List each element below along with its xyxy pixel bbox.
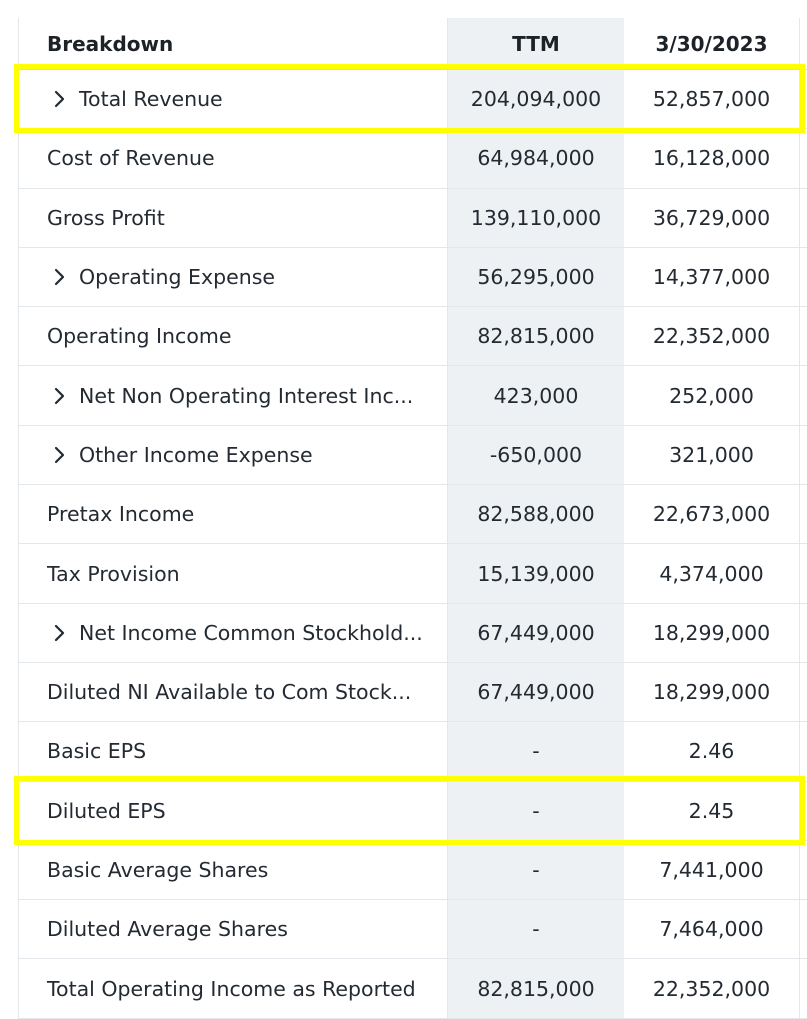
row-label-text: Diluted EPS	[47, 798, 166, 823]
row-ttm-value: 82,588,000	[448, 485, 624, 543]
row-date-value: 7,464,000	[624, 900, 800, 958]
header-ttm: TTM	[448, 18, 624, 69]
row-date-value: 14,377,000	[624, 248, 800, 306]
table-row[interactable]	[19, 604, 807, 663]
row-ttm-value: -	[448, 900, 624, 958]
row-label	[19, 663, 448, 721]
table-row	[19, 485, 807, 544]
row-label	[19, 544, 448, 602]
row-ttm-value: -	[448, 722, 624, 780]
row-label	[19, 841, 448, 899]
row-label-text: Diluted NI Available to Com Stock...	[47, 680, 412, 705]
row-label-text: Operating Expense	[79, 265, 276, 290]
row-label[interactable]	[19, 366, 448, 424]
row-ttm-value: -	[448, 782, 624, 840]
row-label	[19, 722, 448, 780]
chevron-right-icon[interactable]	[53, 446, 69, 464]
row-date-value: 52,857,000	[624, 70, 800, 128]
row-date-value: 2.45	[624, 782, 800, 840]
table-row	[19, 959, 807, 1018]
row-label[interactable]	[19, 70, 448, 128]
row-ttm-value: -650,000	[448, 426, 624, 484]
row-ttm-value: 139,110,000	[448, 189, 624, 247]
header-date: 3/30/2023	[624, 18, 800, 69]
row-date-value: 252,000	[624, 366, 800, 424]
row-label-text: Operating Income	[47, 324, 232, 349]
table-row	[19, 782, 807, 841]
row-label[interactable]	[19, 248, 448, 306]
row-label-text: Basic EPS	[47, 739, 147, 764]
row-label-text: Net Income Common Stockhold...	[79, 620, 423, 645]
header-breakdown: Breakdown	[19, 18, 448, 69]
row-label-text: Diluted Average Shares	[47, 917, 288, 942]
row-date-value: 7,441,000	[624, 841, 800, 899]
row-ttm-value: 82,815,000	[448, 307, 624, 365]
row-date-value: 22,673,000	[624, 485, 800, 543]
row-label	[19, 782, 448, 840]
row-date-value: 36,729,000	[624, 189, 800, 247]
row-date-value: 22,352,000	[624, 307, 800, 365]
table-row	[19, 663, 807, 722]
row-date-value: 16,128,000	[624, 129, 800, 187]
chevron-right-icon[interactable]	[53, 387, 69, 405]
row-date-value: 321,000	[624, 426, 800, 484]
row-date-value: 2.46	[624, 722, 800, 780]
row-ttm-value: 82,815,000	[448, 959, 624, 1017]
table-row	[19, 722, 807, 781]
row-ttm-value: 67,449,000	[448, 663, 624, 721]
row-ttm-value: -	[448, 841, 624, 899]
table-row[interactable]	[19, 366, 807, 425]
row-ttm-value: 204,094,000	[448, 70, 624, 128]
row-label-text: Pretax Income	[47, 502, 195, 527]
row-label-text: Total Revenue	[79, 87, 223, 112]
row-label	[19, 129, 448, 187]
row-date-value: 18,299,000	[624, 663, 800, 721]
row-label-text: Basic Average Shares	[47, 858, 269, 882]
table-row[interactable]	[19, 248, 807, 307]
chevron-right-icon[interactable]	[53, 90, 69, 108]
row-date-value: 4,374,000	[624, 544, 800, 602]
row-label-text: Tax Provision	[47, 561, 180, 586]
row-ttm-value: 67,449,000	[448, 604, 624, 662]
table-row	[19, 189, 807, 248]
table-row	[19, 544, 807, 603]
chevron-right-icon[interactable]	[53, 624, 69, 642]
row-label	[19, 485, 448, 543]
table-row[interactable]	[19, 426, 807, 485]
row-date-value: 22,352,000	[624, 959, 800, 1017]
row-ttm-value: 423,000	[448, 366, 624, 424]
row-label	[19, 959, 448, 1017]
table-body	[19, 70, 807, 1019]
table-row	[19, 307, 807, 366]
row-label	[19, 900, 448, 958]
table-row	[19, 900, 807, 959]
table-row	[19, 841, 807, 900]
row-label-text: Other Income Expense	[79, 442, 313, 467]
row-label	[19, 189, 448, 247]
row-ttm-value: 15,139,000	[448, 544, 624, 602]
row-date-value: 18,299,000	[624, 604, 800, 662]
chevron-right-icon[interactable]	[53, 268, 69, 286]
row-label-text: Cost of Revenue	[47, 146, 215, 171]
row-ttm-value: 56,295,000	[448, 248, 624, 306]
table-header-row	[19, 18, 807, 70]
table-row	[19, 129, 807, 188]
row-label-text: Total Operating Income as Reported	[47, 976, 416, 1001]
row-label-text: Net Non Operating Interest Inc...	[79, 383, 414, 408]
row-label-text: Gross Profit	[47, 205, 165, 230]
table-row[interactable]	[19, 70, 807, 129]
row-label[interactable]	[19, 426, 448, 484]
income-statement-table	[18, 18, 807, 1019]
row-label[interactable]	[19, 604, 448, 662]
row-label	[19, 307, 448, 365]
row-ttm-value: 64,984,000	[448, 129, 624, 187]
